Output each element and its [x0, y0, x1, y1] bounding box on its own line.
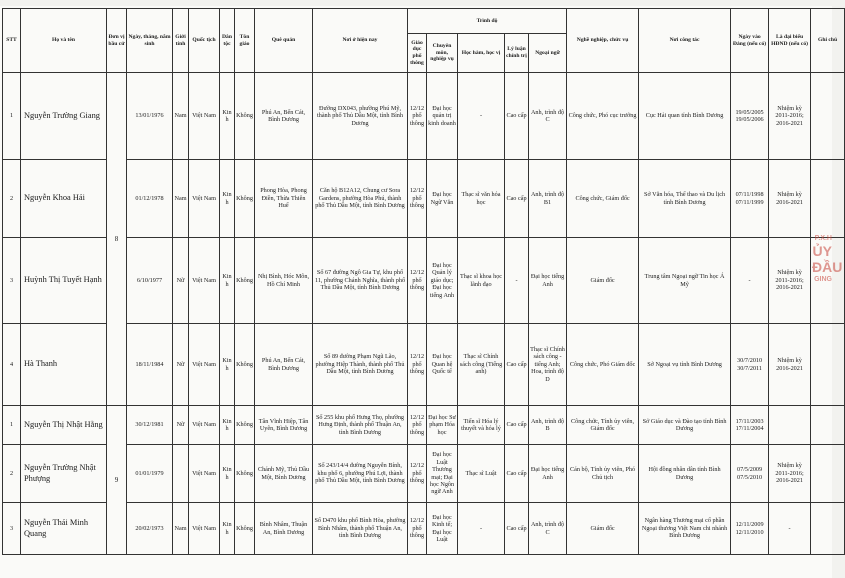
ethnicity-cell: Kinh — [220, 503, 235, 555]
occupation-cell: Công chức, Giám đốc — [567, 160, 639, 238]
gender-cell: Nam — [173, 73, 189, 160]
table-row — [3, 73, 845, 160]
hometown-cell: Bình Nhâm, Thuận An, Bình Dương — [255, 503, 313, 555]
header-politics: Lý luận chính trị — [505, 34, 529, 73]
degree-cell: Thạc sĩ khoa học lãnh đạo — [458, 238, 505, 324]
header-language: Ngoại ngữ — [529, 34, 567, 73]
religion-cell: Không — [235, 73, 255, 160]
specialty-cell: Đại học Ngữ Văn — [427, 160, 458, 238]
party-date-cell: 30/7/2010 30/7/2011 — [731, 324, 769, 406]
workplace-cell: Hội đồng nhân dân tỉnh Bình Dương — [639, 445, 731, 503]
specialty-cell: Đại học Sư phạm Hóa học — [427, 406, 458, 445]
hometown-cell: Chánh Mỹ, Thủ Dầu Một, Bình Dương — [255, 445, 313, 503]
ethnicity-cell: Kinh — [220, 73, 235, 160]
header-unit: Đơn vị bầu cử — [107, 9, 127, 73]
general-edu-cell: 12/12 phổ thông — [408, 73, 427, 160]
general-edu-cell: 12/12 phổ thông — [408, 238, 427, 324]
gender-cell: Nữ — [173, 238, 189, 324]
specialty-cell: Đại học Quản lý giáo dục; Đại học tiếng Anh — [427, 238, 458, 324]
header-workplace: Nơi công tác — [639, 9, 731, 73]
note-cell — [811, 445, 845, 503]
occupation-cell: Công chức, Phó Giám đốc — [567, 324, 639, 406]
dob-cell: 13/01/1976 — [127, 73, 173, 160]
election-unit-cell: 8 — [107, 73, 127, 406]
residence-cell: Số D470 khu phố Bình Hòa, phường Bình Nhâm, thành phố Thuận An, tỉnh Bình Dương — [313, 503, 408, 555]
dob-cell: 6/10/1977 — [127, 238, 173, 324]
stt-cell: 2 — [3, 445, 21, 503]
residence-cell: Số 89 đường Phạm Ngũ Lão, phường Hiệp Thành, thành phố Thủ Dầu Một, tỉnh Bình Dương — [313, 324, 408, 406]
occupation-cell: Cán bộ, Tỉnh ủy viên, Phó Chủ tịch — [567, 445, 639, 503]
name-cell: Nguyễn Trường Giang — [21, 73, 107, 160]
note-cell — [811, 503, 845, 555]
ethnicity-cell: Kinh — [220, 238, 235, 324]
language-cell: Anh, trình độ B1 — [529, 160, 567, 238]
header-party-date: Ngày vào Đảng (nếu có) — [731, 9, 769, 73]
dob-cell: 18/11/1984 — [127, 324, 173, 406]
politics-cell: Cao cấp — [505, 503, 529, 555]
hdnd-cell: Nhiệm kỳ 2016-2021 — [769, 324, 811, 406]
table-row — [3, 160, 845, 238]
ethnicity-cell: Kinh — [220, 445, 235, 503]
residence-cell: Số 243/14/4 đường Nguyễn Bính, khu phố 6, phường Phú Lợi, thành phố Thủ Dầu Một, tỉnh Bình Dương — [313, 445, 408, 503]
dob-cell: 30/12/1981 — [127, 406, 173, 445]
religion-cell: Không — [235, 503, 255, 555]
nationality-cell: Việt Nam — [189, 445, 220, 503]
party-date-cell: 17/11/2003 17/11/2004 — [731, 406, 769, 445]
residence-cell: Số 67 đường Ngô Gia Tự, khu phố 11, phường Chánh Nghĩa, thành phố Thủ Dầu Một, tỉnh Bình Dương — [313, 238, 408, 324]
nationality-cell: Việt Nam — [189, 73, 220, 160]
header-dob: Ngày, tháng, năm sinh — [127, 9, 173, 73]
hometown-cell: Phú An, Bến Cát, Bình Dương — [255, 73, 313, 160]
party-date-cell: 12/11/2009 12/11/2010 — [731, 503, 769, 555]
stt-cell: 4 — [3, 324, 21, 406]
general-edu-cell: 12/12 phổ thông — [408, 406, 427, 445]
party-date-cell: 07/11/1998 07/11/1999 — [731, 160, 769, 238]
name-cell: Nguyễn Thái Minh Quang — [21, 503, 107, 555]
religion-cell: Không — [235, 238, 255, 324]
stt-cell: 1 — [3, 406, 21, 445]
header-name: Họ và tên — [21, 9, 107, 73]
specialty-cell: Đại học quản trị kinh doanh — [427, 73, 458, 160]
degree-cell: - — [458, 503, 505, 555]
degree-cell: Thạc sĩ văn hóa học — [458, 160, 505, 238]
stt-cell: 1 — [3, 73, 21, 160]
politics-cell: Cao cấp — [505, 406, 529, 445]
header-nationality: Quốc tịch — [189, 9, 220, 73]
table-row — [3, 238, 845, 324]
specialty-cell: Đại học Quan hệ Quốc tế — [427, 324, 458, 406]
religion-cell: Không — [235, 445, 255, 503]
candidate-table — [2, 8, 845, 555]
header-general-edu: Giáo dục phổ thông — [408, 34, 427, 73]
workplace-cell: Trung tâm Ngoại ngữ Tin học Á Mỹ — [639, 238, 731, 324]
language-cell: Anh, trình độ C — [529, 73, 567, 160]
stt-cell: 2 — [3, 160, 21, 238]
dob-cell: 01/12/1978 — [127, 160, 173, 238]
workplace-cell: Sở Ngoại vụ tỉnh Bình Dương — [639, 324, 731, 406]
name-cell: Nguyễn Khoa Hải — [21, 160, 107, 238]
religion-cell: Không — [235, 406, 255, 445]
table-row — [3, 324, 845, 406]
note-cell — [811, 406, 845, 445]
header-religion: Tôn giáo — [235, 9, 255, 73]
gender-cell: Nữ — [173, 406, 189, 445]
ethnicity-cell: Kinh — [220, 324, 235, 406]
header-row-top — [3, 9, 845, 34]
residence-cell: Đường DX043, phường Phú Mỹ, thành phố Thủ Dầu Một, tỉnh Bình Dương — [313, 73, 408, 160]
nationality-cell: Việt Nam — [189, 160, 220, 238]
degree-cell: Thạc sĩ Chính sách công (Tiếng anh) — [458, 324, 505, 406]
ethnicity-cell: Kinh — [220, 160, 235, 238]
party-date-cell: 07/5/2009 07/5/2010 — [731, 445, 769, 503]
header-note: Ghi chú — [811, 9, 845, 73]
document-sheet — [0, 6, 843, 578]
residence-cell: Căn hộ B12A12, Chung cư Sora Gardens, phường Hòa Phú, thành phố Thủ Dầu Một, tỉnh Bình Dương — [313, 160, 408, 238]
party-date-cell: - — [731, 238, 769, 324]
table-row — [3, 503, 845, 555]
gender-cell: Nữ — [173, 324, 189, 406]
header-stt: STT — [3, 9, 21, 73]
language-cell: Đại học tiếng Anh — [529, 445, 567, 503]
name-cell: Hà Thanh — [21, 324, 107, 406]
occupation-cell: Giám đốc — [567, 503, 639, 555]
gender-cell: Nam — [173, 503, 189, 555]
table-row — [3, 406, 845, 445]
hometown-cell: Phú An, Bến Cát, Bình Dương — [255, 324, 313, 406]
header-gender: Giới tính — [173, 9, 189, 73]
header-specialty: Chuyên môn, nghiệp vụ — [427, 34, 458, 73]
nationality-cell: Việt Nam — [189, 238, 220, 324]
dob-cell: 20/02/1973 — [127, 503, 173, 555]
residence-cell: Số 255 khu phố Hưng Thọ, phường Hưng Định, thành phố Thuận An, tỉnh Bình Dương — [313, 406, 408, 445]
workplace-cell: Ngân hàng Thương mại cổ phần Ngoại thương Việt Nam chi nhánh Bình Dương — [639, 503, 731, 555]
politics-cell: - — [505, 238, 529, 324]
party-date-cell: 19/05/2005 19/05/2006 — [731, 73, 769, 160]
note-cell — [811, 160, 845, 238]
nationality-cell: Việt Nam — [189, 503, 220, 555]
header-ethnicity: Dân tộc — [220, 9, 235, 73]
degree-cell: - — [458, 73, 505, 160]
header-residence: Nơi ở hiện nay — [313, 9, 408, 73]
degree-cell: Tiến sĩ Hóa lý thuyết và hóa lý — [458, 406, 505, 445]
occupation-cell: Giám đốc — [567, 238, 639, 324]
occupation-cell: Công chức, Tỉnh ủy viên, Giám đốc — [567, 406, 639, 445]
stt-cell: 3 — [3, 238, 21, 324]
language-cell: Đại học tiếng Anh — [529, 238, 567, 324]
language-cell: Anh, trình độ C — [529, 503, 567, 555]
politics-cell: Cao cấp — [505, 160, 529, 238]
header-degree: Học hàm, học vị — [458, 34, 505, 73]
name-cell: Nguyễn Trường Nhật Phượng — [21, 445, 107, 503]
note-cell — [811, 73, 845, 160]
header-education-group: Trình độ — [408, 9, 567, 34]
hdnd-cell — [769, 406, 811, 445]
hometown-cell: Phong Hòa, Phong Điền, Thừa Thiên Huế — [255, 160, 313, 238]
hdnd-cell: Nhiệm kỳ 2016-2021 — [769, 160, 811, 238]
politics-cell: Cao cấp — [505, 324, 529, 406]
nationality-cell: Việt Nam — [189, 406, 220, 445]
specialty-cell: Đại học Luật Thương mại; Đại học Ngôn ngữ Anh — [427, 445, 458, 503]
general-edu-cell: 12/12 phổ thông — [408, 324, 427, 406]
red-stamp-fragment: P.X.H ỦY ĐẦU GING — [812, 235, 843, 283]
religion-cell: Không — [235, 160, 255, 238]
workplace-cell: Sở Văn hóa, Thể thao và Du lịch tỉnh Bình Dương — [639, 160, 731, 238]
general-edu-cell: 12/12 phổ thông — [408, 503, 427, 555]
religion-cell: Không — [235, 324, 255, 406]
degree-cell: Thạc sĩ Luật — [458, 445, 505, 503]
hometown-cell: Tân Vĩnh Hiệp, Tân Uyên, Bình Dương — [255, 406, 313, 445]
table-row — [3, 445, 845, 503]
hdnd-cell: Nhiệm kỳ 2011-2016; 2016-2021 — [769, 445, 811, 503]
election-unit-cell: 9 — [107, 406, 127, 555]
language-cell: Anh, trình độ B — [529, 406, 567, 445]
dob-cell: 01/01/1979 — [127, 445, 173, 503]
stt-cell: 3 — [3, 503, 21, 555]
gender-cell: Nam — [173, 160, 189, 238]
workplace-cell: Cục Hải quan tỉnh Bình Dương — [639, 73, 731, 160]
name-cell: Nguyễn Thị Nhật Hằng — [21, 406, 107, 445]
language-cell: Thạc sĩ Chính sách công - tiếng Anh; Hoa, trình độ D — [529, 324, 567, 406]
politics-cell: Cao cấp — [505, 73, 529, 160]
hdnd-cell: - — [769, 503, 811, 555]
hdnd-cell: Nhiệm kỳ 2011-2016; 2016-2021 — [769, 73, 811, 160]
header-hometown: Quê quán — [255, 9, 313, 73]
general-edu-cell: 12/12 phổ thông — [408, 160, 427, 238]
name-cell: Huỳnh Thị Tuyết Hạnh — [21, 238, 107, 324]
workplace-cell: Sở Giáo dục và Đào tạo tỉnh Bình Dương — [639, 406, 731, 445]
general-edu-cell: 12/12 phổ thông — [408, 445, 427, 503]
table-body — [3, 73, 845, 555]
hometown-cell: Nhị Bình, Hóc Môn, Hồ Chí Minh — [255, 238, 313, 324]
hdnd-cell: Nhiệm kỳ 2011-2016; 2016-2021 — [769, 238, 811, 324]
ethnicity-cell: Kinh — [220, 406, 235, 445]
header-hdnd: Là đại biểu HĐND (nếu có) — [769, 9, 811, 73]
header-occupation: Nghề nghiệp, chức vụ — [567, 9, 639, 73]
specialty-cell: Đại học Kinh tế; Đại học Luật — [427, 503, 458, 555]
politics-cell: Cao cấp — [505, 445, 529, 503]
occupation-cell: Công chức, Phó cục trưởng — [567, 73, 639, 160]
gender-cell — [173, 445, 189, 503]
nationality-cell: Việt Nam — [189, 324, 220, 406]
